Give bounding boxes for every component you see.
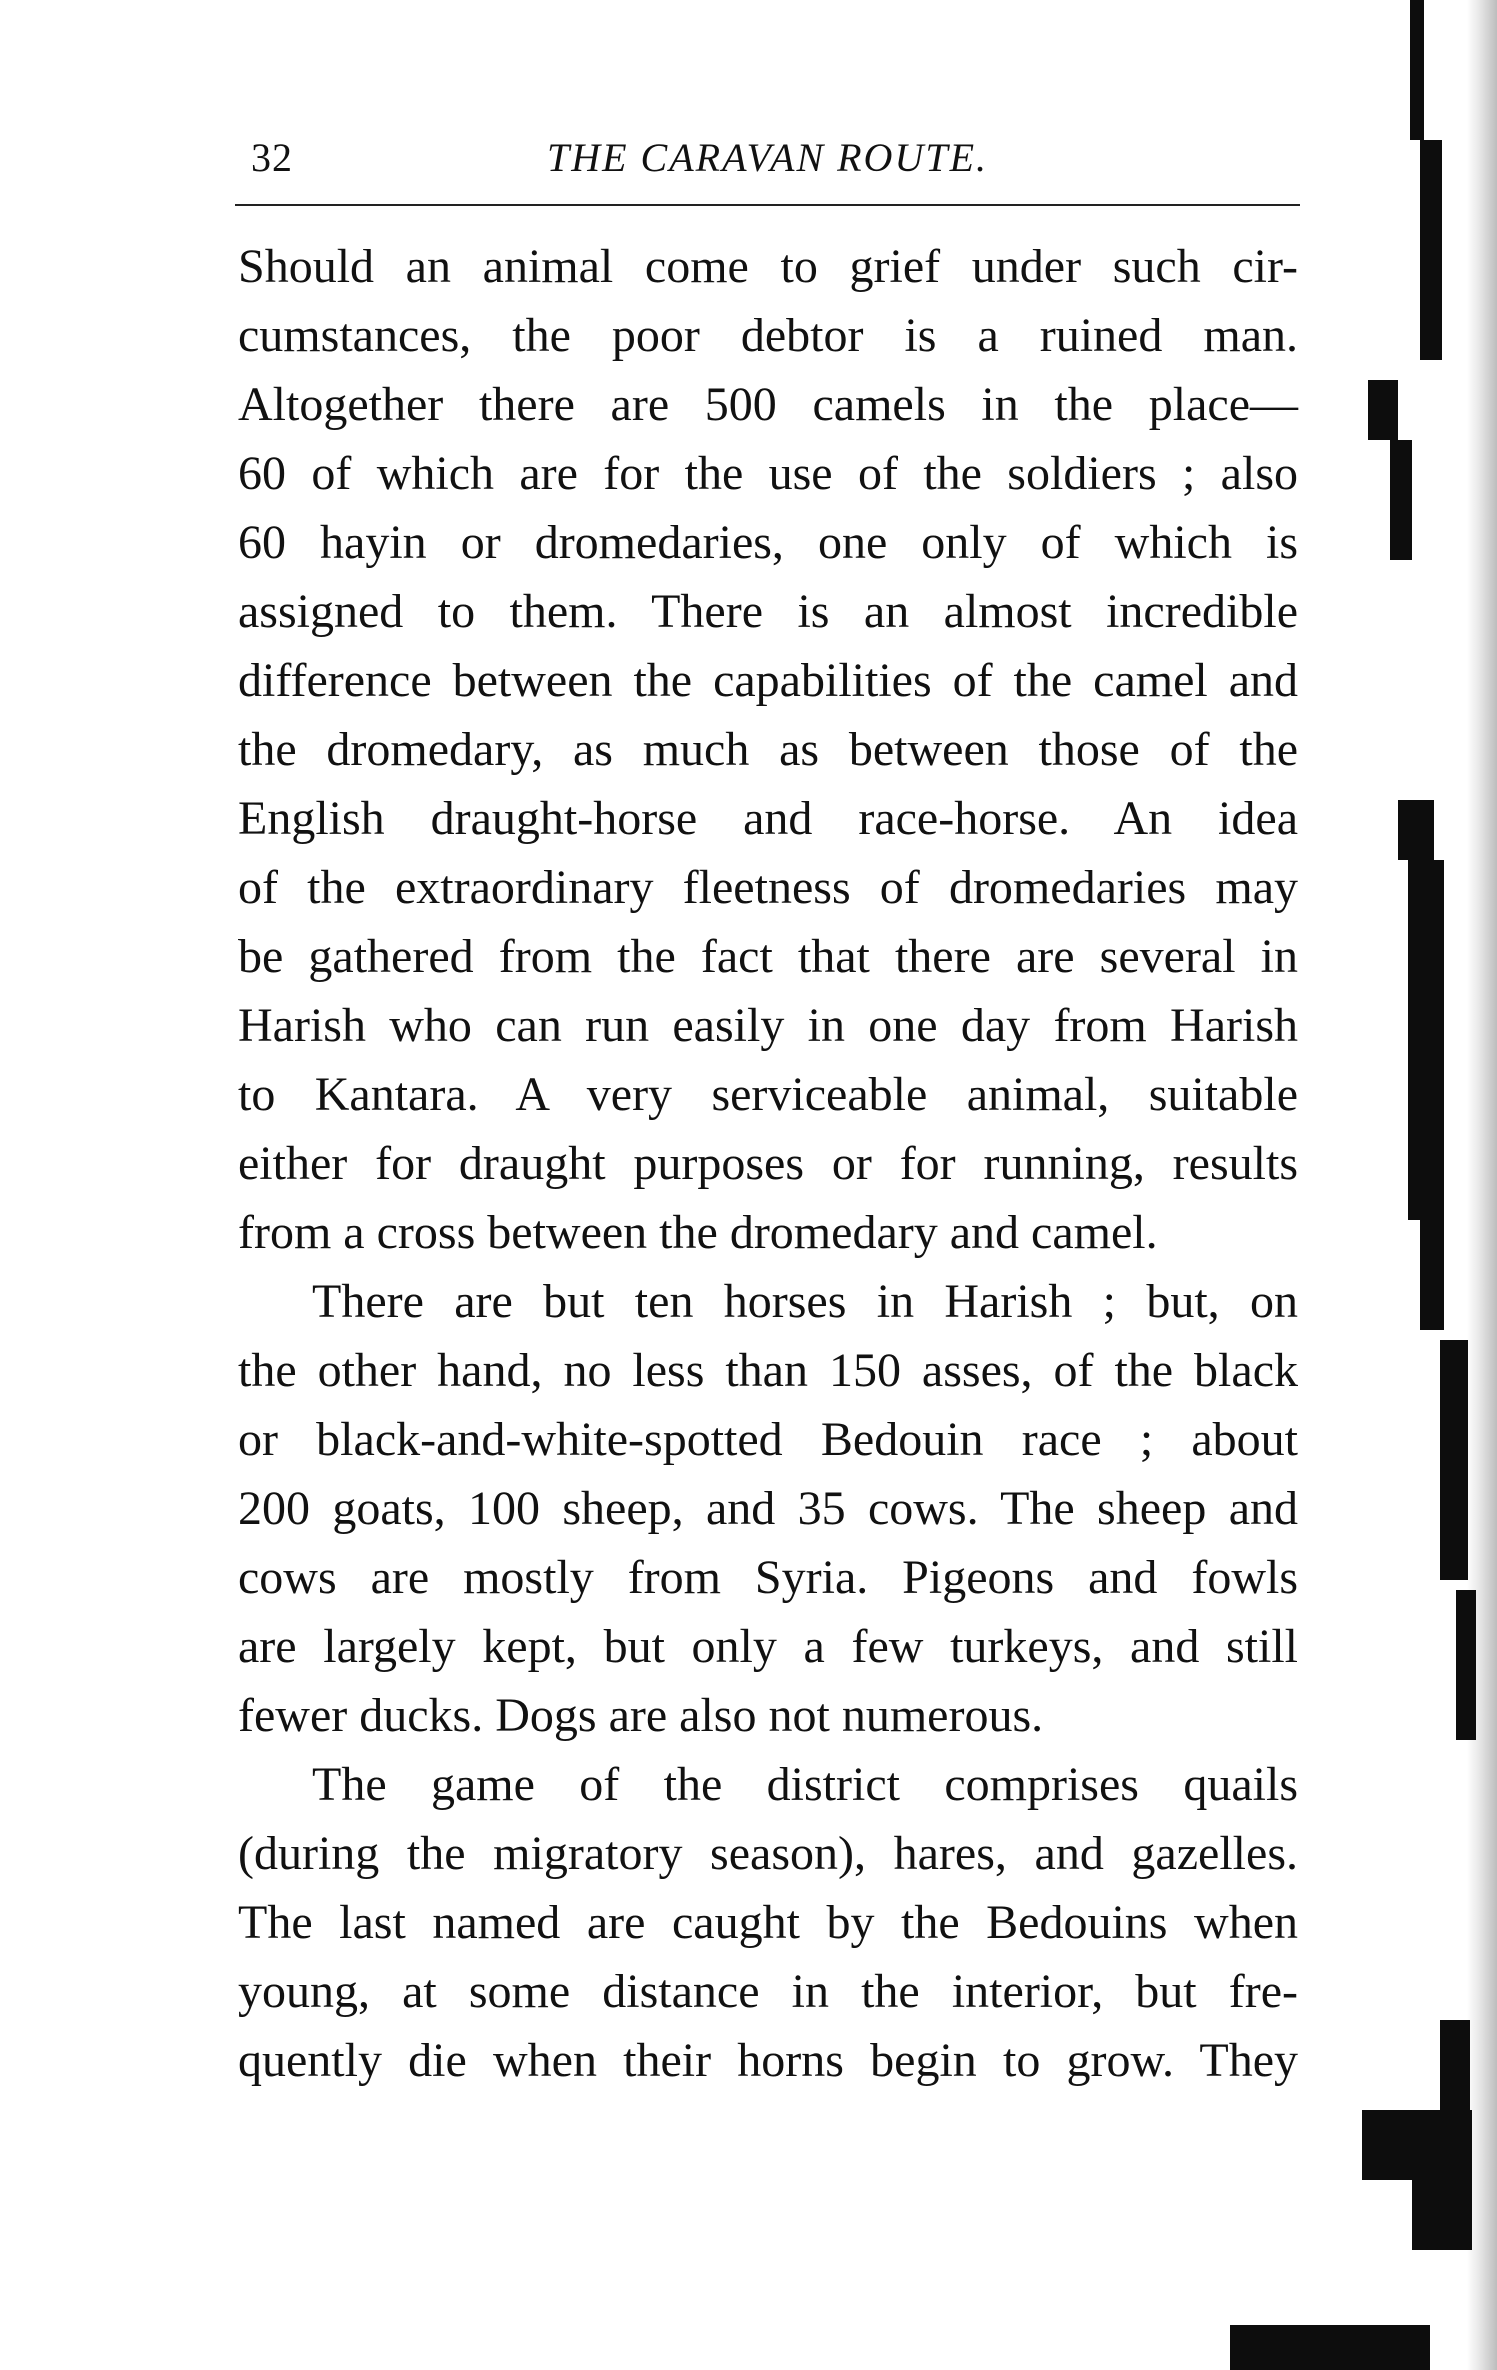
text-line: of the extraordinary fleetness of dromedaries may [238,861,1298,914]
text-line: young, at some distance in the interior, but fre- [238,1965,1298,2018]
text-line: fewer ducks. Dogs are also not numerous. [238,1689,1044,1742]
page-number: 32 [251,135,293,180]
scan-edge-mark [1362,2110,1472,2180]
paragraph [238,1267,1298,1750]
text-line: or black-and-white-spotted Bedouin race ; about [238,1413,1298,1466]
scan-edge-mark [1440,1340,1468,1580]
header-rule [235,204,1300,206]
scan-edge-mark [1408,860,1444,1220]
text-line: 60 hayin or dromedaries, one only of which is [238,516,1298,569]
scan-edge-mark [1390,440,1412,560]
text-line: Harish who can run easily in one day from Harish [238,999,1298,1052]
page-header [235,128,1300,188]
text-line: quently die when their horns begin to grow. They [238,2034,1298,2087]
text-line: English draught-horse and race-horse. An idea [238,792,1298,845]
text-line: cumstances, the poor debtor is a ruined man. [238,309,1298,362]
scan-edge-mark [1456,1590,1476,1740]
scan-edge-mark [1420,140,1442,360]
text-line: difference between the capabilities of the camel and [238,654,1298,707]
text-line: 60 of which are for the use of the soldiers ; also [238,447,1298,500]
text-line: The game of the district comprises quails [312,1758,1298,1811]
scan-edge-mark [1230,2325,1430,2370]
scan-edge-mark [1368,380,1398,440]
text-line: Altogether there are 500 camels in the place— [238,378,1298,431]
text-line: the other hand, no less than 150 asses, of the black [238,1344,1298,1397]
text-line: 200 goats, 100 sheep, and 35 cows. The sheep and [238,1482,1298,1535]
running-title: THE CARAVAN ROUTE. [546,135,989,180]
scan-edge-mark [1440,2020,1470,2110]
text-line: Should an animal come to grief under such cir- [238,240,1298,293]
text-line: assigned to them. There is an almost incredible [238,585,1298,638]
paragraph [238,232,1298,1267]
text-line: be gathered from the fact that there are several in [238,930,1298,983]
scan-edge-mark [1410,0,1424,140]
text-line: the dromedary, as much as between those of the [238,723,1298,776]
text-line: from a cross between the dromedary and camel. [238,1206,1158,1259]
text-line: either for draught purposes or for running, results [238,1137,1298,1190]
text-line: to Kantara. A very serviceable animal, suitable [238,1068,1298,1121]
text-line: cows are mostly from Syria. Pigeons and fowls [238,1551,1298,1604]
text-line: (during the migratory season), hares, and gazelles. [238,1827,1298,1880]
text-line: are largely kept, but only a few turkeys, and still [238,1620,1298,1673]
scan-edge-mark [1412,2180,1472,2250]
scan-edge-mark [1398,800,1434,860]
body-text [238,232,1298,2095]
paragraph [238,1750,1298,2095]
text-line: There are but ten horses in Harish ; but, on [312,1275,1298,1328]
scan-edge-mark [1420,1220,1444,1330]
page-edge-shadow [1467,0,1497,2370]
text-line: The last named are caught by the Bedouins when [238,1896,1298,1949]
